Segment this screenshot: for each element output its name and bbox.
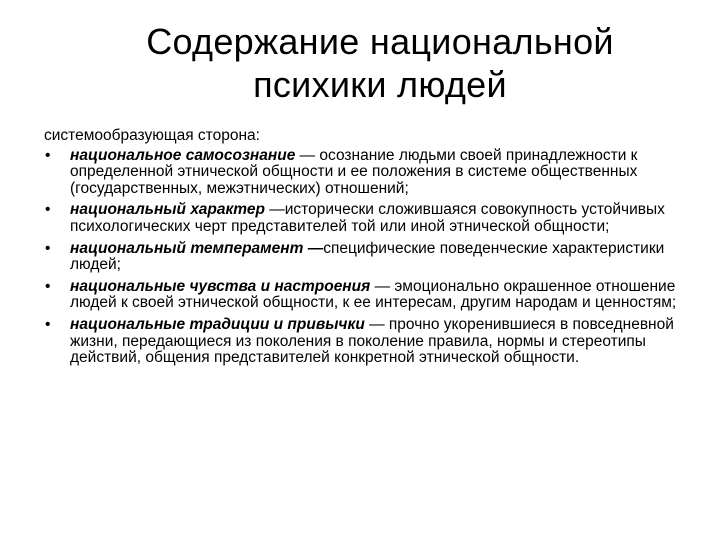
bullet-icon: • xyxy=(45,201,51,219)
bullet-icon: • xyxy=(45,315,51,333)
list-item-temperament xyxy=(44,241,684,274)
item-text: — эмоционально окрашенное отношение людей к своей этнической общности, к ее интересам, другим народам и ценностям; xyxy=(70,277,677,312)
title-line-2: психики людей xyxy=(253,64,507,105)
list-item-traditions xyxy=(44,317,684,367)
item-term: национальный характер xyxy=(70,201,265,219)
intro-text: системообразующая сторона: xyxy=(44,127,260,144)
list-item-feelings xyxy=(44,279,684,312)
item-text: — прочно укоренившиеся в повседневной жизни, передающиеся из поколения в поколение правила, нормы и стереотипы действий, общения представителей конкретной этнической общности. xyxy=(70,315,674,367)
list-item-self-consciousness xyxy=(44,148,684,198)
item-text: —исторически сложившаяся совокупность устойчивых психологических черт представителей той или иной этнической общности; xyxy=(70,201,665,235)
title-line-1: Содержание национальной xyxy=(146,21,614,62)
item-term: национальные традиции и привычки xyxy=(70,315,365,333)
bullet-icon: • xyxy=(45,146,51,164)
list-item-character xyxy=(44,202,684,235)
item-text: специфические поведенческие характеристики людей; xyxy=(70,239,665,274)
slide-title xyxy=(60,20,700,106)
bullet-icon: • xyxy=(45,239,51,257)
item-term: национальное самосознание xyxy=(70,146,296,164)
item-term: национальный темперамент — xyxy=(70,239,324,257)
bullet-icon: • xyxy=(45,277,51,295)
bullet-list xyxy=(44,148,684,367)
slide-body xyxy=(44,128,684,372)
item-text: — осознание людьми своей принадлежности к определенной этнической общности и ее положения в системе общественных (государственных, межэтнических) отношений; xyxy=(70,146,638,197)
item-term: национальные чувства и настроения xyxy=(70,277,371,295)
